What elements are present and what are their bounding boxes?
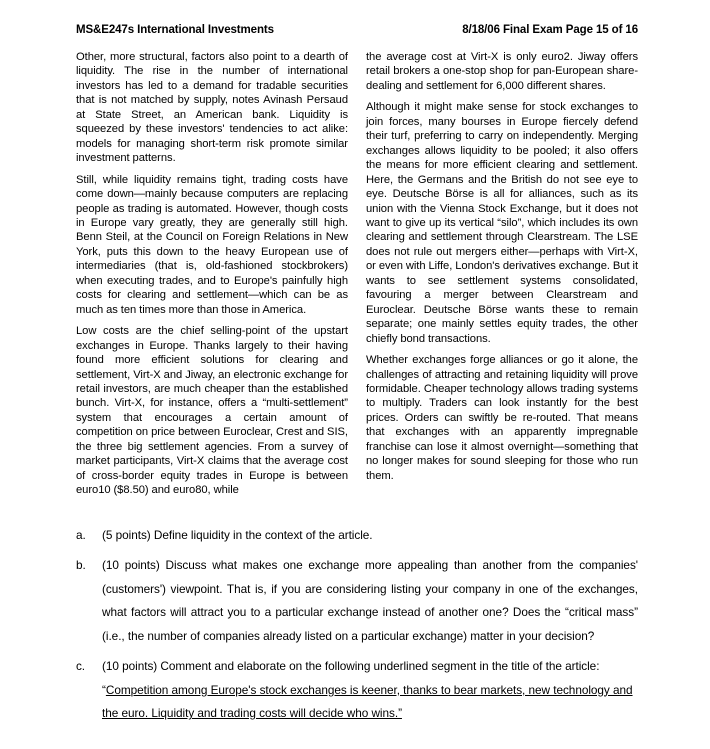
article-paragraph: Low costs are the chief selling-point of the upstart exchanges in Europe. Thanks largely to their having found more efficient solutions for clearing and settlement, Virt-X and Jiway, an electronic exchange for retail investors, are much cheaper than the established bunch. Virt-X, for instance, offers a “multi-settlement” system that encourages a certain amount of competition on price between Euroclear, Crest and SIS, the three big settlement agencies. From a survey of market participants, Virt-X claims that the average cost of cross-border equity trades in Europe is between euro10 ($8.50) and euro80, while [76,325,348,497]
article-right-column [366,50,638,483]
article-paragraph: Still, while liquidity remains tight, trading costs have come down—mainly because computers are replacing people as trading is automated. However, though costs in Europe vary greatly, they are generally still high. Benn Steil, at the Council on Foreign Relations in New York, puts this down to the heavy European use of intermediaries (that is, old-fashioned stockbrokers) when executing trades, and to Europe's painfully high costs for clearing and settlement—which can be as much as ten times more than those in America. [76,173,348,316]
question-item-c [76,655,638,726]
article-paragraph: the average cost at Virt-X is only euro2. Jiway offers retail brokers a one-stop shop for pan-European share-dealing and settlement for 6,000 different shares. [366,51,638,92]
question-prefix-text: (10 points) Comment and elaborate on the following underlined segment in the title of the article: “ [102,659,600,697]
question-text: (10 points) Discuss what makes one exchange more appealing than another from the companies' (customers') viewpoint. That is, if you are considering listing your company in one of the exchanges, what factors will attract you to a particular exchange instead of another one? Does the “critical mass” (i.e., the number of companies already listed on a particular exchange) matter in your decision? [102,558,638,643]
question-text: (5 points) Define liquidity in the context of the article. [102,527,373,542]
header-course-title: MS&E247s International Investments [76,24,274,36]
header-exam-info: 8/18/06 Final Exam Page 15 of 16 [462,24,638,36]
question-item-a [76,524,638,548]
article-paragraph: Although it might make sense for stock exchanges to join forces, many bourses in Europe fiercely defend their turf, preferring to carry on independently. Merging exchanges allows liquidity to be pooled; it also offers the means for more efficient clearing and settlement. Here, the Germans and the British do not see eye to eye. Deutsche Börse is all for alliances, such as its union with the Vienna Stock Exchange, but it does not want to give up its vertical “silo”, which includes its own clearing and settlement through Clearstream. The LSE does not rule out mergers either—perhaps with Virt-X, or even with Liffe, London's derivatives exchange. But it wants to see settlement systems consolidated, favouring a merger between Clearstream and Euroclear. Deutsche Börse wants these to remain separate; one mainly settles equity trades, the other chiefly bond transactions. [366,101,638,345]
question-text [102,655,638,726]
question-marker: a. [76,527,86,542]
article-left-column [76,50,348,498]
question-marker: c. [76,659,85,674]
questions-list [76,524,638,726]
page-header [76,24,638,36]
article-paragraph: Whether exchanges forge alliances or go it alone, the challenges of attracting and retaining liquidity will prove formidable. Cheaper technology allows trading systems to multiply. Traders can look instantly for the best prices. Orders can swiftly be re-routed. That means that exchanges with an apparently impregnable franchise can lose it almost overnight—something that no longer makes for sound sleeping for those who run them. [366,354,638,482]
question-underlined-quote: Competition among Europe's stock exchanges is keener, thanks to bear markets, new technology and the euro. Liquidity and trading costs will decide who wins.” [102,682,633,721]
question-item-b [76,554,638,648]
question-marker: b. [76,558,86,573]
article-columns [76,50,638,498]
article-paragraph: Other, more structural, factors also point to a dearth of liquidity. The rise in the number of international investors has led to a demand for tradable securities that is not matched by supply, notes Avinash Persaud at State Street, an American bank. Liquidity is squeezed by these investors' tendencies to act alike: models for managing short-term risk promote similar investment patterns. [76,51,348,165]
